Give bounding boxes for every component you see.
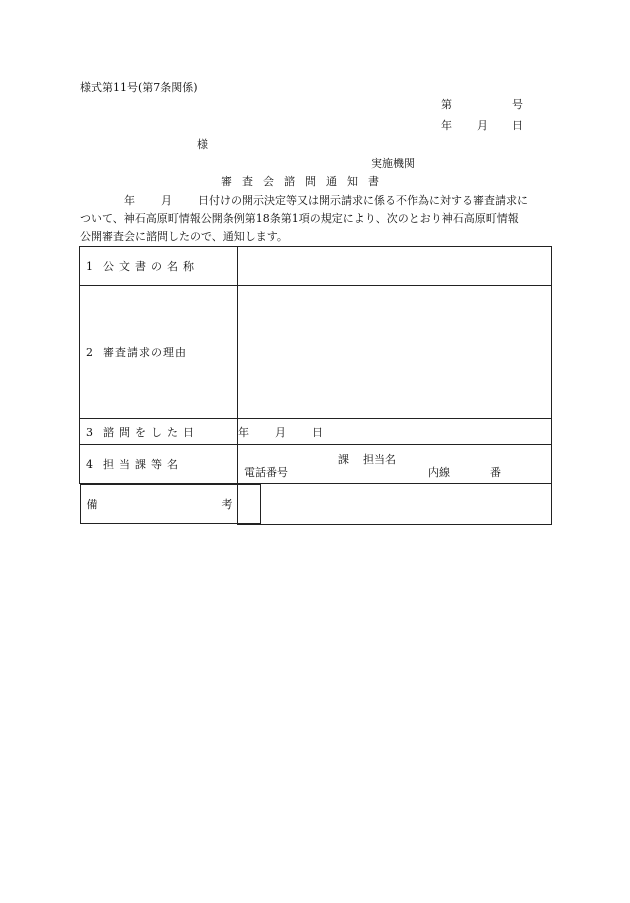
request-reason-field[interactable] <box>238 286 552 419</box>
notice-body <box>80 192 550 246</box>
extension-label: 内線 番 <box>428 466 501 479</box>
consultation-form-table <box>79 246 552 525</box>
body-line-3: 公開審査会に諮問したので、通知します。 <box>80 230 288 243</box>
implementing-agency: 実施機関 <box>371 157 415 170</box>
document-title: 審査会諮問通知書 <box>221 175 389 188</box>
body-line-2: ついて、神石高原町情報公開条例第18条第1項の規定により、次のとおり神石高原町情報 <box>80 212 519 225</box>
date-day: 日 <box>512 119 523 132</box>
dept-ka-tantou: 課 担当名 <box>338 453 396 466</box>
body-line-1 <box>80 192 550 210</box>
department-field[interactable] <box>238 445 552 484</box>
consult-year: 年 <box>238 425 249 439</box>
body-month: 月 <box>161 194 172 207</box>
table-row <box>80 247 552 286</box>
phone-number-label: 電話番号 <box>244 466 288 479</box>
date-year: 年 <box>441 119 452 132</box>
row-label-department: 4 担当課等名 <box>80 445 238 484</box>
row-label-request-reason: 2 審査請求の理由 <box>80 286 238 419</box>
remarks-field[interactable] <box>238 484 552 525</box>
body-line-1-rest: 日付けの開示決定等又は開示請求に係る不作為に対する審査請求に <box>198 194 528 207</box>
row-label-remarks: 備 考 <box>80 484 261 524</box>
row-label-document-name: 1 公文書の名称 <box>80 247 238 286</box>
consult-month: 月 <box>275 425 286 439</box>
table-row <box>80 286 552 419</box>
table-row <box>80 445 552 484</box>
table-row <box>80 484 552 525</box>
form-number: 様式第11号(第7条関係) <box>80 81 198 94</box>
document-name-field[interactable] <box>238 247 552 286</box>
row-label-consult-date: 3 諮問をした日 <box>80 419 238 445</box>
consult-day: 日 <box>312 425 323 439</box>
date-month: 月 <box>477 119 488 132</box>
body-year: 年 <box>124 194 135 207</box>
addressee-suffix: 様 <box>197 138 208 151</box>
document-number-prefix: 第 <box>441 98 452 111</box>
document-number-suffix: 号 <box>512 98 523 111</box>
consult-date-field[interactable] <box>238 419 552 445</box>
table-row <box>80 419 552 445</box>
